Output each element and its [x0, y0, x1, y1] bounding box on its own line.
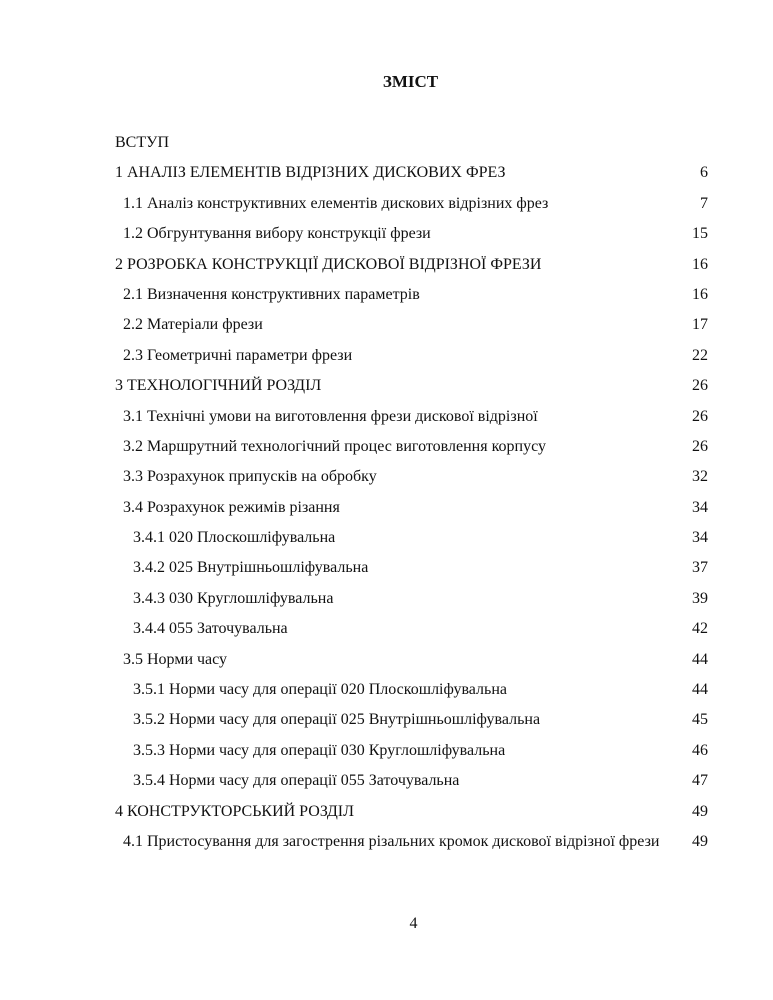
toc-entry-text: 3.5.2 Норми часу для операції 025 Внутрішньошліфувальна [133, 711, 541, 729]
toc-entry[interactable] [115, 645, 708, 675]
toc-entry-text: 3.1 Технічні умови на виготовлення фрези дискової відрізної [123, 407, 538, 425]
toc-entry-text: 1.2 Обгрунтування вибору конструкції фрези [123, 225, 431, 243]
toc-entry[interactable] [115, 797, 708, 827]
toc-entry-page: 17 [692, 316, 708, 334]
toc-entry[interactable] [115, 675, 708, 705]
toc-entry[interactable] [115, 402, 708, 432]
toc-entry[interactable] [115, 493, 708, 523]
page-number: 4 [409, 915, 418, 932]
toc-entry-page: 49 [692, 802, 708, 820]
toc-entry[interactable] [115, 219, 708, 249]
table-of-contents [115, 128, 708, 857]
toc-entry-text: 3.5.3 Норми часу для операції 030 Круглошліфувальна [133, 741, 506, 759]
toc-entry-text: ВСТУП [115, 134, 169, 151]
toc-entry-page: 44 [692, 650, 708, 668]
toc-entry-page: 6 [700, 164, 708, 182]
toc-entry-page: 26 [692, 377, 708, 395]
toc-entry-text: 3.4.1 020 Плоскошліфувальна [133, 529, 336, 547]
toc-entry-page: 39 [692, 589, 708, 607]
toc-entry-page: 34 [692, 498, 708, 516]
toc-entry[interactable] [115, 250, 708, 280]
toc-entry-page: 42 [692, 620, 708, 638]
toc-entry-text: 2 РОЗРОБКА КОНСТРУКЦІЇ ДИСКОВОЇ ВІДРІЗНОЇ ФРЕЗИ [115, 255, 542, 273]
toc-entry-page: 16 [692, 255, 708, 273]
toc-entry-text: 3.4 Розрахунок режимів різання [123, 498, 340, 516]
toc-entry-text: 2.2 Матеріали фрези [123, 316, 263, 334]
toc-entry[interactable] [115, 766, 708, 796]
toc-entry-page: 34 [692, 529, 708, 547]
toc-entry-page: 22 [692, 346, 708, 364]
toc-entry[interactable] [115, 462, 708, 492]
toc-entry-text: 3.2 Маршрутний технологічний процес виготовлення корпусу [123, 437, 546, 455]
toc-entry[interactable] [115, 280, 708, 310]
toc-entry-page: 26 [692, 437, 708, 455]
toc-entry[interactable] [115, 341, 708, 371]
toc-entry-page: 47 [692, 772, 708, 790]
toc-entry-page: 44 [692, 681, 708, 699]
toc-entry-text: 2.1 Визначення конструктивних параметрів [123, 285, 420, 303]
toc-entry-text: 3.4.3 030 Круглошліфувальна [133, 589, 334, 607]
toc-entry-text: 3.3 Розрахунок припусків на обробку [123, 468, 377, 486]
toc-entry[interactable] [115, 705, 708, 735]
toc-entry-text: 1.1 Аналіз конструктивних елементів дискових відрізних фрез [123, 194, 549, 212]
toc-entry-text: 3.5.1 Норми часу для операції 020 Плоскошліфувальна [133, 681, 507, 699]
toc-entry[interactable] [115, 158, 708, 188]
toc-entry-page: 45 [692, 711, 708, 729]
toc-entry[interactable] [115, 189, 708, 219]
toc-entry-text: 1 АНАЛІЗ ЕЛЕМЕНТІВ ВІДРІЗНИХ ДИСКОВИХ ФРЕЗ [115, 164, 506, 182]
toc-entry[interactable] [115, 128, 708, 158]
toc-entry[interactable] [115, 827, 708, 857]
toc-entry-page: 32 [692, 468, 708, 486]
toc-entry-text: 2.3 Геометричні параметри фрези [123, 346, 353, 364]
toc-entry-text: 3 ТЕХНОЛОГІЧНИЙ РОЗДІЛ [115, 377, 322, 395]
toc-entry-text: 3.4.2 025 Внутрішньошліфувальна [133, 559, 369, 577]
toc-entry[interactable] [115, 584, 708, 614]
toc-title: ЗМІСТ [382, 72, 439, 91]
toc-entry-text: 4.1 Пристосування для загострення різальних кромок дискової відрізної фрези [123, 832, 660, 850]
toc-entry-page: 26 [692, 407, 708, 425]
toc-entry-page: 15 [692, 225, 708, 243]
toc-entry[interactable] [115, 523, 708, 553]
toc-entry[interactable] [115, 736, 708, 766]
toc-entry-text: 3.5.4 Норми часу для операції 055 Заточувальна [133, 772, 460, 790]
toc-entry-text: 3.4.4 055 Заточувальна [133, 620, 288, 638]
toc-entry-page: 49 [692, 832, 708, 850]
toc-entry-text: 4 КОНСТРУКТОРСЬКИЙ РОЗДІЛ [115, 802, 354, 820]
toc-entry[interactable] [115, 371, 708, 401]
toc-entry[interactable] [115, 310, 708, 340]
toc-entry[interactable] [115, 614, 708, 644]
toc-entry[interactable] [115, 432, 708, 462]
toc-entry-text: 3.5 Норми часу [123, 650, 228, 668]
toc-entry-page: 7 [700, 194, 708, 212]
toc-entry[interactable] [115, 553, 708, 583]
toc-entry-page: 37 [692, 559, 708, 577]
toc-entry-page: 16 [692, 285, 708, 303]
toc-entry-page: 46 [692, 741, 708, 759]
